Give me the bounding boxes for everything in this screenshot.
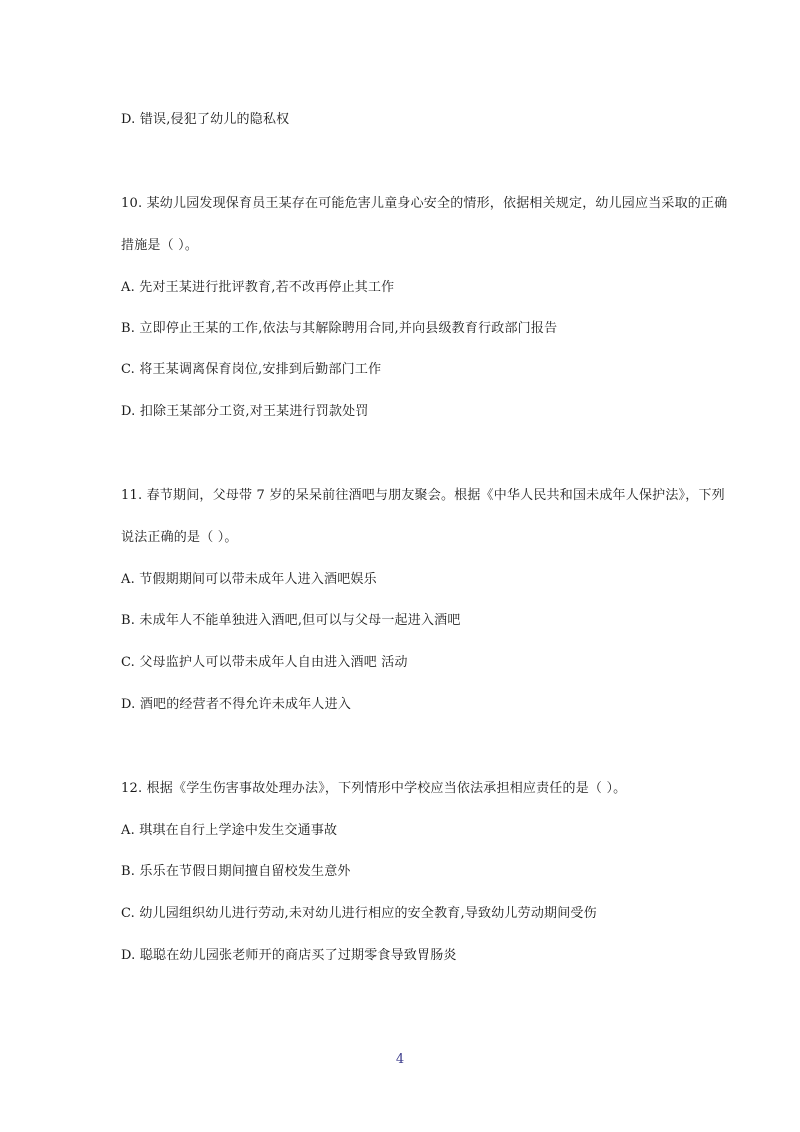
q11-option-b: B. 未成年人不能单独进入酒吧,但可以与父母一起进入酒吧 (121, 613, 461, 628)
q12-stem: 12. 根据《学生伤害事故处理办法》，下列情形中学校应当依法承担相应责任的是（ ）。 (121, 781, 627, 796)
q11-stem-line-2: 说法正确的是（ ）。 (121, 530, 238, 545)
q10-stem-line-1: 10. 某幼儿园发现保育员王某存在可能危害儿童身心安全的情形，依据相关规定，幼儿园应当采取的正确 (121, 196, 728, 211)
q11-option-d: D. 酒吧的经营者不得允许未成年人进入 (121, 697, 352, 712)
q10-option-a: A. 先对王某进行批评教育,若不改再停止其工作 (121, 280, 395, 295)
q12-option-c: C. 幼儿园组织幼儿进行劳动,未对幼儿进行相应的安全教育,导致幼儿劳动期间受伤 (121, 906, 597, 921)
q11-stem-line-1: 11. 春节期间，父母带 7 岁的呆呆前往酒吧与朋友聚会。根据《中华人民共和国未成年人保护法》，下列 (121, 488, 725, 503)
q10-option-d: D. 扣除王某部分工资,对王某进行罚款处罚 (121, 404, 369, 419)
q12-option-d: D. 聪聪在幼儿园张老师开的商店买了过期零食导致胃肠炎 (121, 948, 457, 963)
q11-option-c: C. 父母监护人可以带未成年人自由进入酒吧 活动 (121, 655, 408, 670)
q10-option-b: B. 立即停止王某的工作,依法与其解除聘用合同,并向县级教育行政部门报告 (121, 321, 558, 336)
q12-option-b: B. 乐乐在节假日期间擅自留校发生意外 (121, 864, 351, 879)
q11-option-a: A. 节假期期间可以带未成年人进入酒吧娱乐 (121, 572, 377, 587)
q10-option-c: C. 将王某调离保育岗位,安排到后勤部门工作 (121, 362, 382, 377)
q9-option-d: D. 错误,侵犯了幼儿的隐私权 (121, 112, 290, 127)
page-number: 4 (395, 1052, 405, 1067)
q12-option-a: A. 琪琪在自行上学途中发生交通事故 (121, 823, 338, 838)
q10-stem-line-2: 措施是（ ）。 (121, 238, 199, 253)
